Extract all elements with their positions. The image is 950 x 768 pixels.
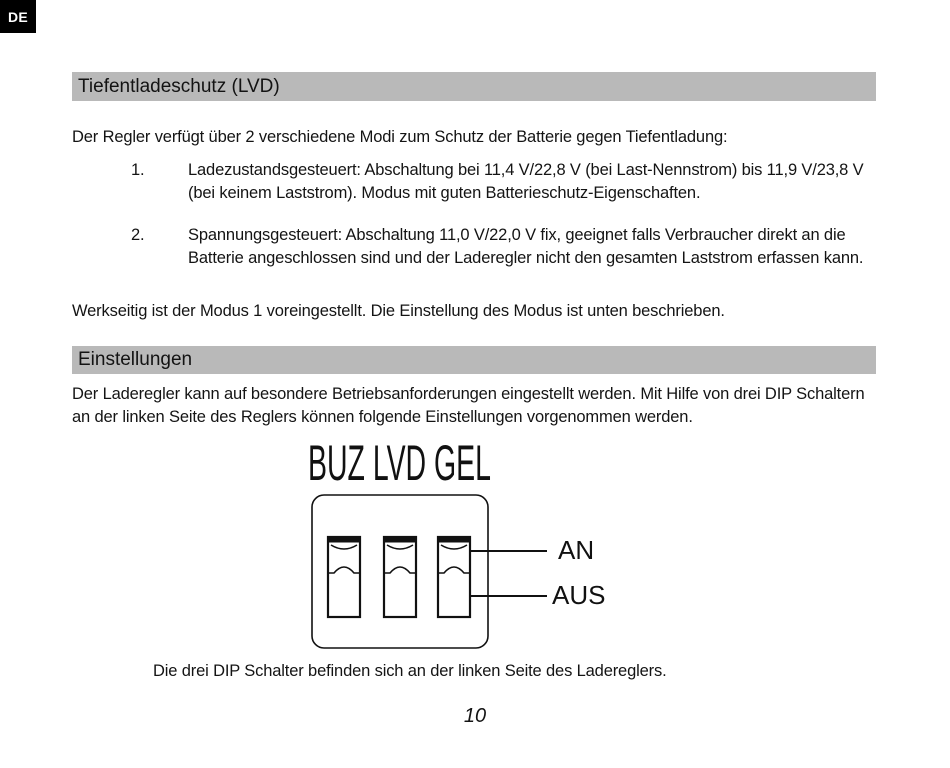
lvd-footer-paragraph: Werkseitig ist der Modus 1 voreingestellt. Die Einstellung des Modus ist unten beschrieben. xyxy=(72,302,725,320)
lvd-intro-paragraph: Der Regler verfügt über 2 verschiedene Modi zum Schutz der Batterie gegen Tiefentladung: xyxy=(72,128,728,146)
aus-label: AUS xyxy=(552,580,606,610)
dip-switch-3 xyxy=(438,537,470,617)
settings-intro-paragraph: Der Laderegler kann auf besondere Betriebsanforderungen eingestellt werden. Mit Hilfe von drei DIP Schaltern an der linken Seite des Reglers können folgende Einstellungen vorgenommen werden. xyxy=(72,385,865,426)
section-header-settings-title: Einstellungen xyxy=(78,349,193,370)
language-tab xyxy=(0,0,36,33)
dip-silkscreen-label: BUZ LVD GEL xyxy=(308,438,491,491)
section-header-lvd xyxy=(72,72,876,101)
section-header-lvd-title: Tiefentladeschutz (LVD) xyxy=(78,76,280,97)
an-label: AN xyxy=(558,535,595,565)
dip-switch-1 xyxy=(328,537,360,617)
list-item-1-number: 1. xyxy=(131,161,145,179)
list-item-1-text: Ladezustandsgesteuert: Abschaltung bei 11,4 V/22,8 V (bei Last-Nennstrom) bis 11,9 V/23,8 V (bei keinem Laststrom). Modus mit guten Batterieschutz-Eigenschaften. xyxy=(188,161,864,202)
dip-switch-2 xyxy=(384,537,416,617)
list-item-2-number: 2. xyxy=(131,226,145,244)
list-item-2-text: Spannungsgesteuert: Abschaltung 11,0 V/22,0 V fix, geeignet falls Verbraucher direkt an die Batterie angeschlossen sind und der Laderegler nicht den gesamten Laststrom erfassen kann. xyxy=(188,226,864,267)
dip-switch-diagram xyxy=(300,438,640,653)
section-header-settings xyxy=(72,346,876,374)
diagram-caption: Die drei DIP Schalter befinden sich an der linken Seite des Ladereglers. xyxy=(153,662,667,680)
language-tab-label: DE xyxy=(7,8,29,25)
dip-switch-diagram-svg xyxy=(300,438,640,653)
page-number: 10 xyxy=(463,705,487,727)
